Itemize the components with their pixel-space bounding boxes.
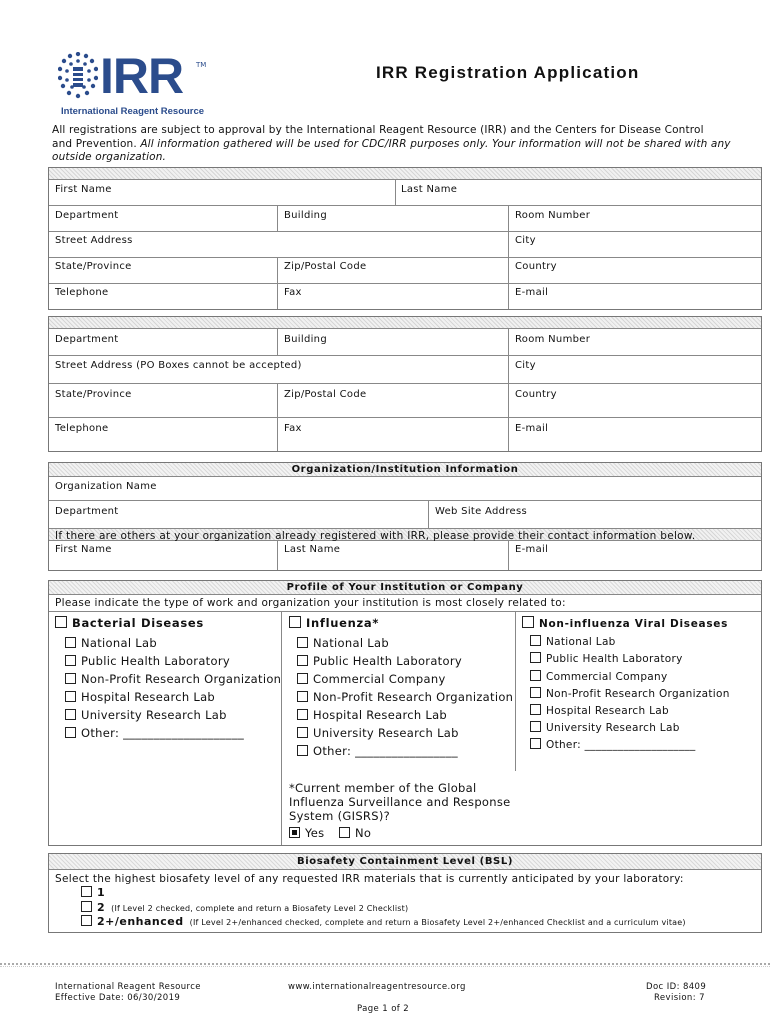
- checkbox-icon[interactable]: [297, 673, 308, 684]
- checkbox-icon[interactable]: [297, 691, 308, 702]
- ship-email-field[interactable]: E-mail: [515, 423, 549, 434]
- checkbox-icon[interactable]: [65, 709, 76, 720]
- influenza-option[interactable]: Commercial Company: [297, 672, 446, 686]
- page-title: IRR Registration Application: [376, 63, 640, 82]
- globe-icon: [58, 52, 98, 100]
- ship-zip-field[interactable]: Zip/Postal Code: [284, 389, 367, 400]
- contact-info-section: [48, 167, 762, 310]
- non-influenza-checkbox[interactable]: Non-influenza Viral Diseases: [522, 616, 728, 630]
- building-field[interactable]: Building: [284, 210, 327, 221]
- intro-paragraph: [52, 124, 732, 165]
- ship-city-field[interactable]: City: [515, 360, 536, 371]
- influenza-option-other[interactable]: Other: _________________: [297, 744, 458, 758]
- non-influenza-option[interactable]: Public Health Laboratory: [530, 652, 683, 665]
- organization-name-field[interactable]: Organization Name: [55, 481, 157, 492]
- non-influenza-option[interactable]: Commercial Company: [530, 670, 668, 683]
- ship-state-field[interactable]: State/Province: [55, 389, 132, 400]
- city-field[interactable]: City: [515, 235, 536, 246]
- influenza-option[interactable]: National Lab: [297, 636, 389, 650]
- checkbox-icon[interactable]: [65, 655, 76, 666]
- bacterial-option[interactable]: Public Health Laboratory: [65, 654, 230, 668]
- profile-instruction: Please indicate the type of work and organization your institution is most closely related to:: [55, 597, 566, 609]
- street-address-field[interactable]: Street Address: [55, 235, 133, 246]
- checkbox-icon[interactable]: [65, 691, 76, 702]
- bsl-level-2-checkbox[interactable]: 2 (If Level 2 checked, complete and return a Biosafety Level 2 Checklist): [81, 901, 408, 914]
- footer-revision: Revision: 7: [654, 993, 705, 1003]
- logo-wordmark: IRR: [100, 48, 184, 104]
- org-department-field[interactable]: Department: [55, 506, 119, 517]
- checkbox-icon[interactable]: [530, 704, 541, 715]
- room-number-field[interactable]: Room Number: [515, 210, 591, 221]
- footer-page-number: Page 1 of 2: [357, 1004, 410, 1014]
- checkbox-icon[interactable]: [339, 827, 350, 838]
- checkbox-icon[interactable]: [530, 652, 541, 663]
- checkbox-icon[interactable]: [530, 635, 541, 646]
- gisrs-yes-checkbox[interactable]: Yes: [289, 826, 324, 840]
- footer-divider: [0, 963, 770, 965]
- intro-line-1: All registrations are subject to approval by the International Reagent Resource (IRR) and the Centers for Disease Control: [52, 124, 704, 136]
- intro-line-2-plain: and Prevention.: [52, 137, 141, 150]
- others-registered-note: If there are others at your organization already registered with IRR, please provide their contact information below.: [55, 530, 696, 542]
- bsl-heading: Biosafety Containment Level (BSL): [49, 854, 761, 870]
- bsl-section: [48, 853, 762, 933]
- bacterial-option[interactable]: Hospital Research Lab: [65, 690, 215, 704]
- checkbox-icon[interactable]: [530, 687, 541, 698]
- first-name-field[interactable]: First Name: [55, 184, 112, 195]
- checkbox-icon[interactable]: [297, 745, 308, 756]
- checkbox-icon[interactable]: [297, 709, 308, 720]
- bacterial-option[interactable]: Non-Profit Research Organization: [65, 672, 281, 686]
- ship-room-number-field[interactable]: Room Number: [515, 334, 591, 345]
- non-influenza-option[interactable]: National Lab: [530, 635, 616, 648]
- other-email-field[interactable]: E-mail: [515, 544, 549, 555]
- non-influenza-option-other[interactable]: Other: ____________________: [530, 738, 696, 751]
- checkbox-icon[interactable]: [65, 727, 76, 738]
- checkbox-icon[interactable]: [297, 655, 308, 666]
- influenza-option[interactable]: Hospital Research Lab: [297, 708, 447, 722]
- checked-checkbox-icon[interactable]: [289, 827, 300, 838]
- trademark-mark: TM: [196, 61, 207, 69]
- bacterial-option-other[interactable]: Other: ____________________: [65, 726, 244, 740]
- other-last-name-field[interactable]: Last Name: [284, 544, 341, 555]
- ship-department-field[interactable]: Department: [55, 334, 119, 345]
- intro-line-3-italic: outside organization.: [52, 151, 167, 163]
- zip-field[interactable]: Zip/Postal Code: [284, 261, 367, 272]
- other-first-name-field[interactable]: First Name: [55, 544, 112, 555]
- non-influenza-option[interactable]: Hospital Research Lab: [530, 704, 669, 717]
- checkbox-icon[interactable]: [297, 637, 308, 648]
- ship-street-address-field[interactable]: Street Address (PO Boxes cannot be accepted): [55, 360, 302, 371]
- irr-logo: [58, 48, 208, 124]
- bacterial-diseases-checkbox[interactable]: Bacterial Diseases: [55, 616, 204, 630]
- gisrs-question-line-3: System (GISRS)?: [289, 809, 391, 823]
- bacterial-option[interactable]: National Lab: [65, 636, 157, 650]
- website-field[interactable]: Web Site Address: [435, 506, 527, 517]
- checkbox-icon[interactable]: [55, 616, 67, 628]
- checkbox-icon[interactable]: [81, 886, 92, 897]
- email-field[interactable]: E-mail: [515, 287, 549, 298]
- bsl-instruction: Select the highest biosafety level of any requested IRR materials that is currently anticipated by your laboratory:: [55, 873, 684, 885]
- influenza-option[interactable]: Non-Profit Research Organization: [297, 690, 513, 704]
- profile-heading: Profile of Your Institution or Company: [49, 581, 761, 595]
- bsl-level-1-checkbox[interactable]: 1: [81, 886, 105, 899]
- checkbox-icon[interactable]: [297, 727, 308, 738]
- footer-doc-id: Doc ID: 8409: [646, 982, 707, 992]
- checkbox-icon[interactable]: [289, 616, 301, 628]
- footer-website[interactable]: www.internationalreagentresource.org: [288, 982, 466, 992]
- gisrs-question-line-2: Influenza Surveillance and Response: [289, 795, 511, 809]
- fax-field[interactable]: Fax: [284, 287, 302, 298]
- checkbox-icon[interactable]: [81, 901, 92, 912]
- department-field[interactable]: Department: [55, 210, 119, 221]
- checkbox-icon[interactable]: [65, 637, 76, 648]
- checkbox-icon[interactable]: [530, 670, 541, 681]
- section-header-band: [49, 168, 761, 180]
- non-influenza-option[interactable]: University Research Lab: [530, 721, 680, 734]
- footer-effective-date: Effective Date: 06/30/2019: [55, 993, 181, 1003]
- ship-fax-field[interactable]: Fax: [284, 423, 302, 434]
- profile-section: [48, 580, 762, 846]
- intro-line-2-italic: All information gathered will be used for CDC/IRR purposes only. Your information will not be shared with any: [140, 137, 731, 150]
- influenza-option[interactable]: University Research Lab: [297, 726, 459, 740]
- logo-subtitle: International Reagent Resource: [61, 106, 205, 117]
- non-influenza-option[interactable]: Non-Profit Research Organization: [530, 687, 730, 700]
- organization-section: [48, 462, 762, 571]
- checkbox-icon[interactable]: [530, 738, 541, 749]
- checkbox-icon[interactable]: [522, 616, 534, 628]
- gisrs-no-checkbox[interactable]: No: [339, 826, 371, 840]
- ship-telephone-field[interactable]: Telephone: [55, 423, 109, 434]
- telephone-field[interactable]: Telephone: [55, 287, 109, 298]
- bsl-level-2-note: (If Level 2 checked, complete and return a Biosafety Level 2 Checklist): [111, 904, 409, 913]
- ship-country-field[interactable]: Country: [515, 389, 557, 400]
- shipping-info-section: [48, 316, 762, 452]
- section-header-band: [49, 317, 761, 329]
- country-field[interactable]: Country: [515, 261, 557, 272]
- checkbox-icon[interactable]: [81, 915, 92, 926]
- last-name-field[interactable]: Last Name: [401, 184, 458, 195]
- ship-building-field[interactable]: Building: [284, 334, 327, 345]
- checkbox-icon[interactable]: [530, 721, 541, 732]
- influenza-option[interactable]: Public Health Laboratory: [297, 654, 462, 668]
- organization-heading: Organization/Institution Information: [49, 463, 761, 477]
- bsl-level-2plus-note: (If Level 2+/enhanced checked, complete and return a Biosafety Level 2+/enhanced Checklist and a curriculum vitae): [189, 918, 686, 927]
- checkbox-icon[interactable]: [65, 673, 76, 684]
- gisrs-question-line-1: *Current member of the Global: [289, 781, 477, 795]
- bsl-level-2plus-checkbox[interactable]: 2+/enhanced (If Level 2+/enhanced checked, complete and return a Biosafety Level 2+/enhanced Checklist and a curriculum vitae): [81, 915, 686, 928]
- footer-org: International Reagent Resource: [55, 982, 201, 992]
- influenza-checkbox[interactable]: Influenza*: [289, 616, 379, 630]
- bacterial-option[interactable]: University Research Lab: [65, 708, 227, 722]
- state-field[interactable]: State/Province: [55, 261, 132, 272]
